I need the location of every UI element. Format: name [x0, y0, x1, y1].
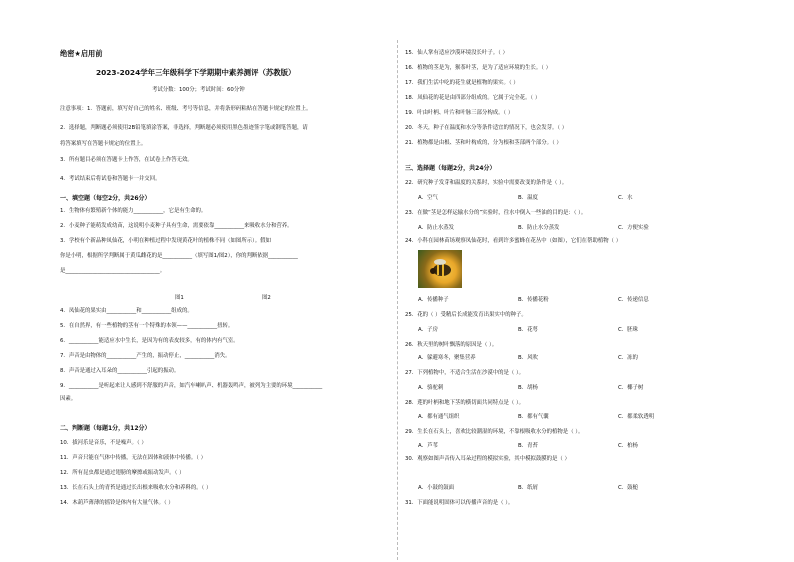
choice-q23-a: A．防止水蒸发: [418, 225, 455, 231]
choice-q23-c: C．方便实验: [618, 225, 649, 231]
choice-q22: 22．研究种子发芽和温度的关系时，实验中需要改变的条件是（ ）。: [405, 180, 568, 186]
choice-q25-a: A．子房: [418, 327, 438, 333]
choice-q22-b: B．温度: [518, 195, 538, 201]
choice-q24-b: B．传播花粉: [518, 297, 549, 303]
figure-1-caption: 图1: [175, 295, 184, 301]
note-2b: 将答案填写在答题卡规定的位置上。: [60, 141, 147, 147]
choice-q27-a: A．骆驼刺: [418, 385, 444, 391]
choice-q30-b: B．纸屑: [518, 485, 538, 491]
judge-q16: 16．植物的茎是为，猴茶叶茎，是为了适应环境的生长。（ ）: [405, 65, 552, 71]
choice-q25: 25．花的（ ）受精后长成能发育出果实中的种子。: [405, 312, 527, 318]
fill-q7: 7．声音是由物体的___________产生的，振动停止，___________消失。: [60, 353, 231, 359]
choice-q29-a: A．芦苇: [418, 443, 438, 449]
choice-q30-a: A．小鼓的鼓面: [418, 485, 455, 491]
exam-info: 考试分数：100分；考试时间：60分钟: [152, 87, 245, 93]
choice-q29-b: B．青苔: [518, 443, 538, 449]
choice-q25-c: C．胚珠: [618, 327, 638, 333]
fill-q2: 2．小麦种子能萌发成幼苗，这说明小麦种子具有生命，需要依靠___________来吸收水分和营养。: [60, 223, 293, 229]
fill-q3c: 是___________________________________。: [60, 268, 166, 274]
choice-q26-b: B．风吹: [518, 355, 538, 361]
choice-q27: 27．下列植物中，不适合生活在沙漠中的是（ ）。: [405, 370, 525, 376]
judge-q14: 14．木葫芦薄薄的摇铃是体内有大量气体。（ ）: [60, 500, 174, 506]
choice-q24-a: A．传播种子: [418, 297, 449, 303]
choice-q28: 28．莲的叶柄和地下茎的横切面共同特点是（ ）。: [405, 400, 525, 406]
choice-q22-c: C．水: [618, 195, 633, 201]
fill-q8: 8．声音是通过入耳朵的___________引起的振动。: [60, 368, 180, 374]
judge-q11: 11．声音只能在气体中传播，无法在固体和液体中传播。（ ）: [60, 455, 207, 461]
fill-q3b: 你是小明，根据所学判断属于黄瓜雌花的是___________（填写图1/图2），你的判断依据___________: [60, 253, 298, 259]
fill-q4: 4．凤仙花的果实由___________和___________组成的。: [60, 308, 193, 314]
fill-q9b: 因素。: [60, 396, 77, 402]
judge-q18: 18．凤仙花的花是由四部分组成的。它属于完全花。（ ）: [405, 95, 541, 101]
section-choice-heading: 三、选择题（每题2分，共24分）: [405, 165, 496, 172]
fill-q9: 9．___________是听起来让人感到不舒服的声音，如汽车喇叭声、机器轰鸣声，被列为主要的环境___________: [60, 383, 323, 389]
choice-q22-a: A．空气: [418, 195, 438, 201]
choice-q25-b: B．花萼: [518, 327, 538, 333]
figure-2-caption: 图2: [262, 295, 271, 301]
choice-q24-c: C．传递信息: [618, 297, 649, 303]
choice-q29-c: C．柏杨: [618, 443, 638, 449]
choice-q23-b: B．防止水分蒸发: [518, 225, 560, 231]
fill-q3: 3．学校有个新品种凤仙花，小明在种植过程中发现黄花叶的植株不同（如图所示）。假如: [60, 238, 271, 244]
choice-q27-b: B．胡杨: [518, 385, 538, 391]
bee-on-flower-image: [418, 250, 462, 288]
judge-q19: 19．叶由叶柄、叶片和叶脉三部分构成。（ ）: [405, 110, 514, 116]
choice-q23: 23．在做“茎是怎样运输水分的”实验时，往水中倒入一些油的目的是：（ ）。: [405, 210, 587, 216]
choice-q27-c: C．椰子树: [618, 385, 644, 391]
fill-q5: 5．在自然界，有一些植物的茎有一个特殊的本领——___________扭转。: [60, 323, 234, 329]
judge-q12: 12．所有昆虫都是通过翅膀的摩擦或振动发声。（ ）: [60, 470, 185, 476]
column-divider: [397, 40, 398, 560]
choice-q31: 31．下面能说明固体可以传播声音的是（ ）。: [405, 500, 514, 506]
note-1: 注意事项：1．答题前，填写好自己的姓名、班级、考号等信息，并将条形码粘贴在答题卡规定的位置上。: [60, 106, 312, 112]
secret-label: 绝密★启用前: [60, 49, 103, 58]
fill-q1: 1．生物体有繁殖新个体的能力___________，它是有生命的。: [60, 208, 207, 214]
choice-q28-c: C．都柔软透明: [618, 414, 655, 420]
choice-q26: 26．秋天里的树叶飘落的原因是（ ）。: [405, 342, 498, 348]
section-fill-heading: 一、填空题（每空2分，共26分）: [60, 195, 151, 202]
note-4: 4．考试结束后将试卷和答题卡一并交回。: [60, 176, 161, 182]
choice-q30: 30．观察如图声音传入耳朵过程的模拟实验，其中模拟鼓膜的是（ ）: [405, 456, 570, 462]
judge-q15: 15．仙人掌有适应沙漠环境没长叶子。（ ）: [405, 50, 508, 56]
note-3: 3．所有题目必须在答题卡上作答，在试卷上作答无效。: [60, 157, 193, 163]
judge-q13: 13．长在石头上的青苔是通过长出根来吸收水分和养料的。（ ）: [60, 485, 212, 491]
judge-q17: 17．我们生活中吃的花生就是植物的果实。（ ）: [405, 80, 519, 86]
choice-q26-c: C．冻的: [618, 355, 638, 361]
fill-q6: 6．___________能适应水中生长，是因为有的表皮较多，有的体内有气室。: [60, 338, 239, 344]
note-2: 2．选择题，判断题必须使用2B铅笔填涂答案，非选择，判断题必须使用黑色墨迹签字笔或钢笔答题，请: [60, 125, 308, 131]
judge-q10: 10．拔河乐是音乐，不是噪声。（ ）: [60, 440, 147, 446]
choice-q30-c: C．鼓槌: [618, 485, 638, 491]
choice-q26-a: A．躲避寒冬，聚集营养: [418, 355, 476, 361]
choice-q28-a: A．都有通气组织: [418, 414, 460, 420]
judge-q21: 21．植物都是由根、茎和叶构成的，分为根和茎部两个部分。（ ）: [405, 140, 562, 146]
choice-q29: 29．生长在石头上，喜欢比较潮湿的环境，不靠根吸收水分的植物是（ ）。: [405, 429, 584, 435]
judge-q20: 20．冬天，种子在温度和水分等条件适宜的情况下，也会发芽。（ ）: [405, 125, 568, 131]
section-judge-heading: 二、判断题（每题1分，共12分）: [60, 425, 151, 432]
exam-title: 2023-2024学年三年级科学下学期期中素养测评（苏教版）: [96, 68, 296, 77]
choice-q24: 24．小科在园林苗场观察凤仙花时，看到许多蜜蜂在花丛中（如图），它们在帮助植物（ ）: [405, 238, 622, 244]
choice-q28-b: B．都有气囊: [518, 414, 549, 420]
